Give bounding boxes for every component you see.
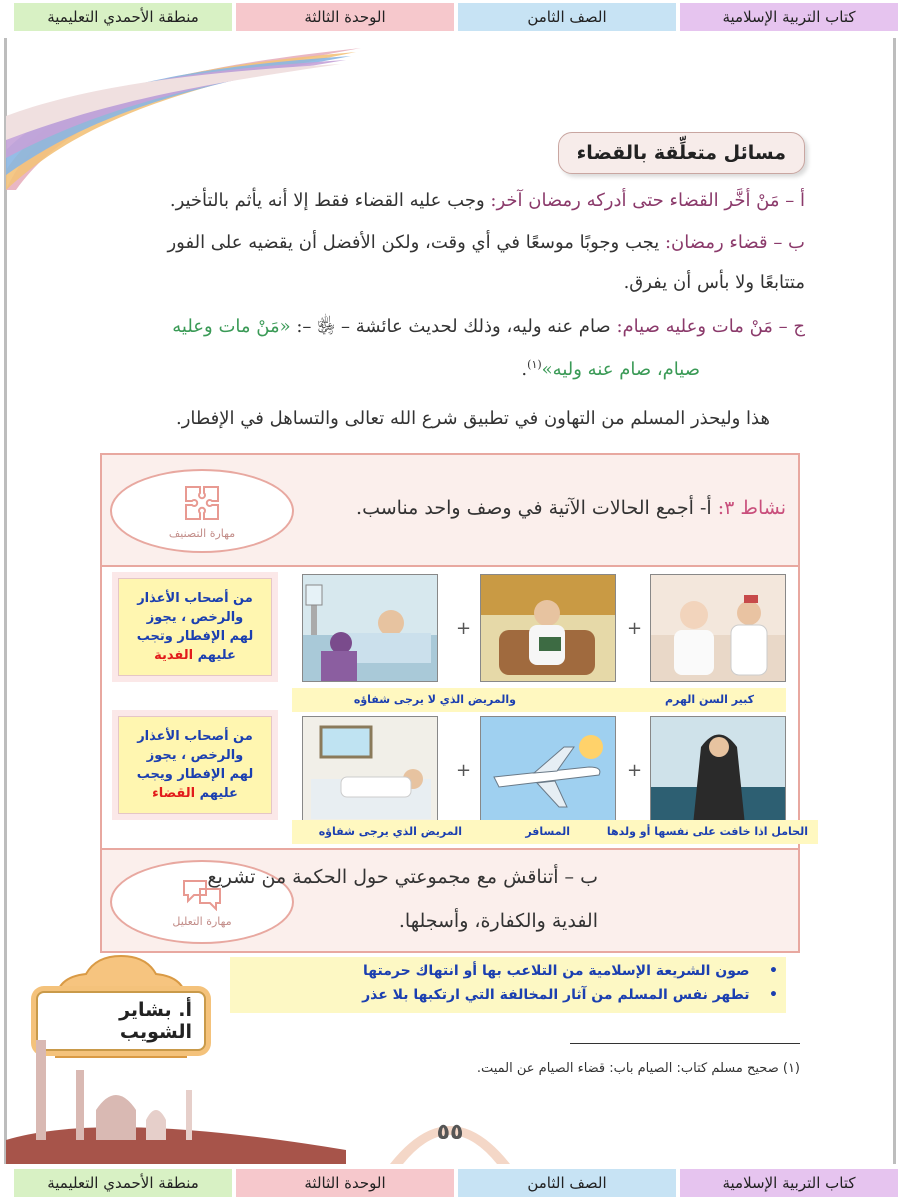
footer-unit: الوحدة الثالثة [236,1169,454,1197]
group1-answer [118,578,272,676]
group2-answer-line1: من أصحاب الأعذار [137,729,253,744]
reasoning-skill-label: مهارة التعليل [172,914,232,928]
header-book: كتاب التربية الإسلامية [680,3,898,31]
group1-answer-line2: والرخص ، يجوز [146,610,244,625]
rule-c-text: صام عنه وليه، وذلك لحديث عائشة – ﵂ –: [296,316,611,337]
bullet-mark: • [769,963,778,979]
rule-b [95,228,805,258]
footer-band [0,1166,900,1200]
bedridden-patient-image [302,716,438,824]
decorative-swoosh [6,40,366,190]
header-region: منطقة الأحمدي التعليمية [14,3,232,31]
elderly-man-image [650,574,786,682]
activity-number: نشاط ٣: [717,497,786,519]
bullet-mark: • [769,987,778,1003]
header-band [0,0,900,34]
activity-instruction: أ- أجمع الحالات الآتية في وصف واحد مناسب. [356,497,712,519]
rule-b-term: قضاء رمضان: [664,232,768,253]
discussion-box [100,848,800,953]
plus-sign: + [456,760,472,781]
caption-curable-patient: المريض الذي يرجى شفاؤه [318,825,462,838]
footer-region: منطقة الأحمدي التعليمية [14,1169,232,1197]
group1-answer-line3: لهم الإفطار وتجب [136,629,254,644]
mosque-skyline-decoration [6,1000,346,1164]
rule-c-prefix: ج – [778,316,805,337]
caption-traveler: المسافر [525,825,570,838]
group1-answer-line4: عليهم [197,648,236,663]
answer-bullet-2 [362,987,778,1003]
airplane-image [480,716,616,824]
man-reading-image [480,574,616,682]
rule-c [95,312,805,342]
section-title: مسائل متعلِّقة بالقضاء [558,132,805,174]
puzzle-icon [182,483,222,523]
rule-c-continued: صيام، صام عنه وليه»$^{(١)}$. [521,358,700,380]
rule-b-text: يجب وجوبًا موسعًا في أي وقت، ولكن الأفضل أن يقضيه على الفور [167,232,660,253]
rule-a [95,186,805,216]
group1-answer-keyword: الفدية [154,648,194,663]
rule-a-prefix: أ – [785,190,805,211]
sick-patient-image [302,574,438,682]
rule-c-hadith-2: صيام، صام عنه وليه» [541,359,700,380]
classification-skill-label: مهارة التصنيف [168,526,236,540]
page-number: ٥٥ [436,1120,464,1145]
rule-b-prefix: ب – [773,232,805,253]
caption-pregnant: الحامل اذا خافت على نفسها أو ولدها [606,825,808,838]
group2-answer-line4: عليهم [199,786,238,801]
caption-elderly: كبير السن الهرم [665,693,754,706]
rule-a-text: وجب عليه القضاء فقط إلا أنه يأثم بالتأخير. [169,190,485,211]
rule-a-term: مَنْ أخَّر القضاء حتى أدركه رمضان آخر: [490,190,780,211]
group1-answer-line1: من أصحاب الأعذار [137,591,253,606]
header-grade: الصف الثامن [458,3,676,31]
discussion-line-2: الفدية والكفارة، وأسجلها. [398,910,598,932]
rule-c-term: مَنْ مات وعليه صيام: [616,316,773,337]
group2-answer-line2: والرخص ، يجوز [146,748,244,763]
plus-sign: + [627,760,643,781]
rule-c-ref: (١) [527,358,542,371]
answer-bullet-2-text: تطهر نفس المسلم من آثار المخالفة التي ارتكبها بلا عذر [362,987,750,1003]
header-unit: الوحدة الثالثة [236,3,454,31]
footnote-divider [570,1043,800,1044]
plus-sign: + [456,618,472,639]
answer-bullet-1 [363,963,778,979]
footnote: (١) صحيح مسلم كتاب: الصيام باب: قضاء الصيام عن الميت. [476,1061,800,1076]
plus-sign: + [627,618,643,639]
footer-grade: الصف الثامن [458,1169,676,1197]
warning-text: هذا وليحذر المسلم من التهاون في تطبيق شرع الله تعالى والتساهل في الإفطار. [176,408,770,429]
group2-captions [292,820,818,844]
author-name: أ. بشاير الشويب [36,991,206,1051]
classification-skill-badge [110,469,294,553]
group2-answer [118,716,272,814]
rule-b-continued [95,268,805,298]
rule-b-text2: متتابعًا ولا بأس أن يفرق. [623,272,805,293]
group2-answer-line3: لهم الإفطار ويجب [136,767,254,782]
answer-bullet-1-text: صون الشريعة الإسلامية من التلاعب بها أو انتهاك حرمتها [363,963,750,979]
rule-c-hadith-1: «مَنْ مات وعليه [172,316,291,337]
activity-header [102,455,798,567]
discussion-line-1: ب – أتناقش مع مجموعتي حول الحكمة من تشريع [207,866,598,888]
page-number-badge [385,1098,515,1164]
footer-book: كتاب التربية الإسلامية [680,1169,898,1197]
activity-title [356,497,786,519]
group2-answer-keyword: القضاء [152,786,196,801]
caption-chronic-patient: والمريض الذي لا يرجى شفاؤه [353,693,516,706]
pregnant-woman-image [650,716,786,824]
group1-captions [292,688,786,712]
